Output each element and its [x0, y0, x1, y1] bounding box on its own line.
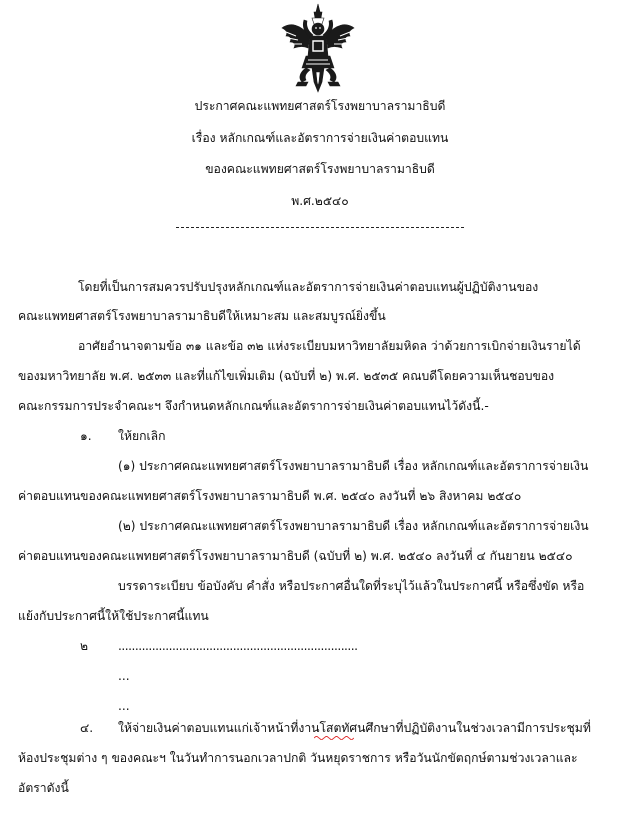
clause-1-sub-1-line-2: ค่าตอบแทนของคณะแพทยศาสตร์โรงพยาบาลรามาธิบดี พ.ศ. ๒๕๔๐ ลงวันที่ ๒๖ สิงหาคม ๒๕๔๐ — [18, 489, 522, 503]
garuda-emblem-icon — [276, 2, 360, 94]
clause-2-number: ๒ — [80, 639, 89, 653]
announcement-title: ประกาศคณะแพทยศาสตร์โรงพยาบาลรามาธิบดี — [194, 99, 446, 113]
clause-1-sub-1-line-1: (๑) ประกาศคณะแพทยศาสตร์โรงพยาบาลรามาธิบดี เรื่อง หลักเกณฑ์และอัตราการจ่ายเงิน — [118, 459, 589, 473]
clause-1-sub-2-line-2: ค่าตอบแทนของคณะแพทยศาสตร์โรงพยาบาลรามาธิบดี (ฉบับที่ ๒) พ.ศ. ๒๕๔๐ ลงวันที่ ๔ กันยายน ๒๕๔๐ — [18, 549, 573, 563]
authority-line-3: คณะกรรมการประจำคณะฯ จึงกำหนดหลักเกณฑ์และอัตราการจ่ายเงินค่าตอบแทนไว้ดังนี้.- — [18, 399, 489, 413]
clause-4-line-3: อัตราดังนี้ — [18, 781, 69, 795]
intro-line-2: คณะแพทยศาสตร์โรงพยาบาลรามาธิบดีให้เหมาะสม และสมบูรณ์ยิ่งขึ้น — [18, 309, 386, 323]
clause-4-line-2: ห้องประชุมต่าง ๆ ของคณะฯ ในวันทำการนอกเวลาปกติ วันหยุดราชการ หรือวันนักขัตฤกษ์ตามช่วงเวลาและ — [18, 751, 578, 765]
clause-4-number: ๔. — [80, 721, 94, 735]
clause-4-line-1: ให้จ่ายเงินค่าตอบแทนแก่เจ้าหน้าที่งานโสตทัศนศึกษาที่ปฏิบัติงานในช่วงเวลามีการประชุมที่ — [118, 721, 591, 735]
spellcheck-underline — [314, 736, 354, 740]
clause-1-sub-2-line-1: (๒) ประกาศคณะแพทยศาสตร์โรงพยาบาลรามาธิบดี เรื่อง หลักเกณฑ์และอัตราการจ่ายเงิน — [118, 519, 589, 533]
authority-line-2: ของมหาวิทยาลัย พ.ศ. ๒๕๓๓ และที่แก้ไขเพิ่มเติม (ฉบับที่ ๒) พ.ศ. ๒๕๓๕ คณบดีโดยความเห็นชอบของ — [18, 369, 555, 383]
intro-line-1: โดยที่เป็นการสมควรปรับปรุงหลักเกณฑ์และอัตราการจ่ายเงินค่าตอบแทนผู้ปฏิบัติงานของ — [78, 280, 539, 294]
title-divider — [176, 227, 464, 228]
repeal-line-1: บรรดาระเบียบ ข้อบังคับ คำสั่ง หรือประกาศอื่นใดที่ระบุไว้แล้วในประกาศนี้ หรือซึ่งขัด หรือ — [118, 579, 585, 593]
authority-line-1: อาศัยอำนาจตามข้อ ๓๑ และข้อ ๓๒ แห่งระเบียบมหาวิทยาลัยมหิดล ว่าด้วยการเบิกจ่ายเงินรายได้ — [78, 339, 581, 353]
announcement-subject: เรื่อง หลักเกณฑ์และอัตราการจ่ายเงินค่าตอบแทน — [191, 131, 449, 145]
repeal-line-2: แย้งกับประกาศนี้ให้ใช้ประกาศนี้แทน — [18, 609, 209, 623]
clause-1-text: ให้ยกเลิก — [118, 429, 166, 443]
announcement-subject-continued: ของคณะแพทยศาสตร์โรงพยาบาลรามาธิบดี — [205, 162, 435, 176]
announcement-year: พ.ศ.๒๕๔๐ — [291, 194, 349, 208]
omitted-ellipsis: ... — [118, 699, 130, 713]
omitted-ellipsis: ... — [118, 669, 130, 683]
clause-1-number: ๑. — [80, 429, 92, 443]
clause-2-placeholder: ....................................................................... — [118, 639, 358, 653]
